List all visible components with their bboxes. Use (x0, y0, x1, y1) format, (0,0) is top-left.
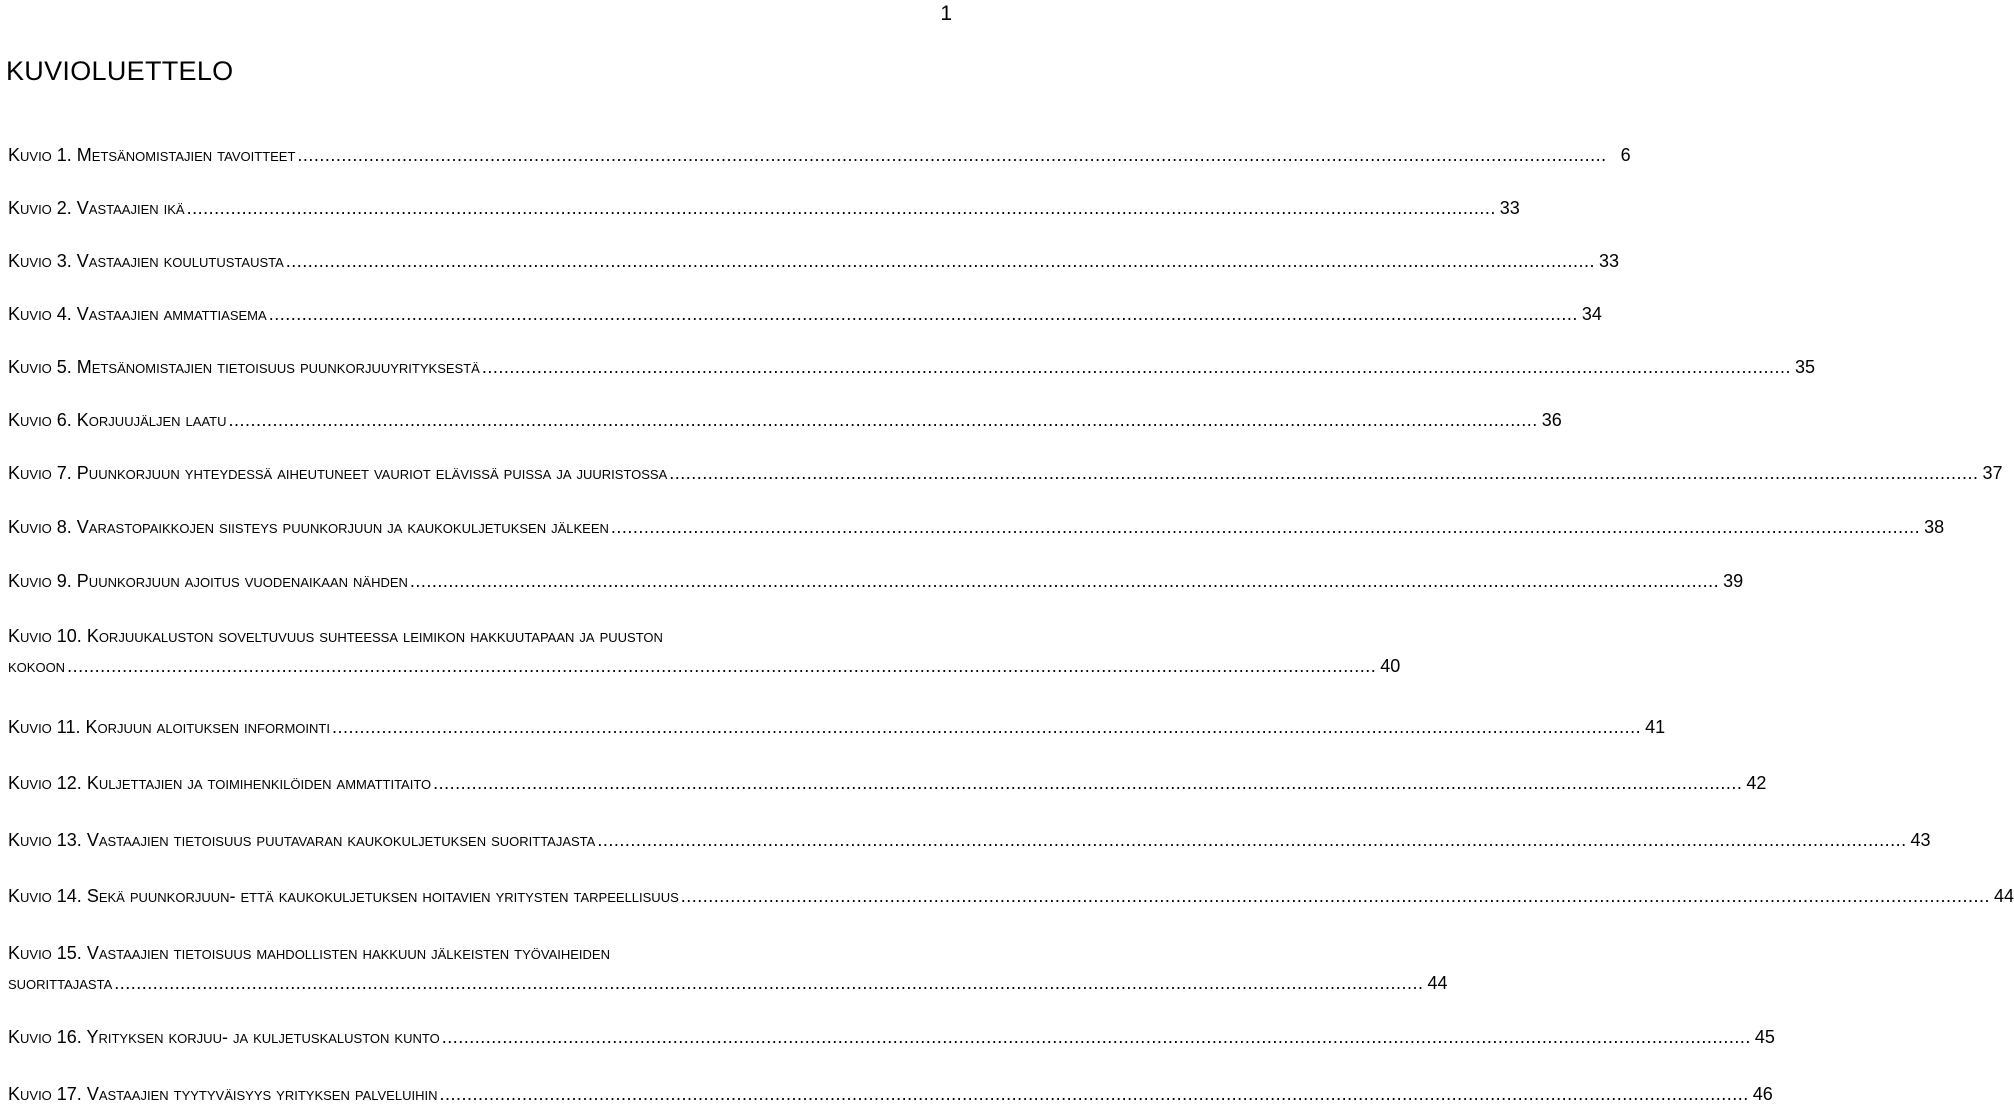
toc-entry-page: 42 (1746, 773, 1767, 793)
toc-entry[interactable] (8, 515, 1945, 539)
toc-entry[interactable] (8, 884, 2014, 908)
toc-entry[interactable] (8, 941, 1448, 995)
toc-entry-page: 6 (1620, 145, 1631, 165)
toc-entry[interactable] (8, 196, 1520, 220)
dot-leader (611, 515, 1920, 539)
page-number: 1 (940, 2, 952, 25)
toc-entry-label: Kuvio 17. Vastaajien tyytyväisyys yrityksen palveluihin (8, 1084, 438, 1104)
toc-entry-page: 33 (1499, 198, 1520, 218)
toc-entry[interactable] (8, 771, 1767, 795)
dot-leader (332, 715, 1641, 739)
dot-leader (410, 569, 1719, 593)
toc-entry-label: Kuvio 11. Korjuun aloituksen informointi (8, 717, 330, 737)
toc-entry-label: Kuvio 6. Korjuujäljen laatu (8, 410, 227, 430)
toc-entry-page: 35 (1795, 357, 1816, 377)
toc-entry[interactable] (8, 249, 1620, 273)
dot-leader (114, 971, 1423, 995)
toc-entry-label: Kuvio 14. Sekä puunkorjuun- että kaukokuljetuksen hoitavien yritysten tarpeellisuus (8, 886, 679, 906)
toc-entry-label-line1: Kuvio 15. Vastaajien tietoisuus mahdollisten hakkuun jälkeisten työvaiheiden (8, 943, 610, 963)
toc-entry-label: Kuvio 13. Vastaajien tietoisuus puutavaran kaukokuljetuksen suorittajasta (8, 830, 596, 850)
toc-entry-page: 39 (1723, 571, 1744, 591)
dot-leader (442, 1025, 1751, 1049)
page-title: KUVIOLUETTELO (6, 56, 234, 86)
dot-leader (681, 884, 1990, 908)
toc-entry[interactable] (8, 461, 2003, 485)
dot-leader (597, 828, 1906, 852)
toc-entry-page: 37 (1982, 463, 2003, 483)
toc-entry-label: suorittajasta (8, 973, 113, 993)
dot-leader (228, 408, 1537, 432)
toc-entry-label: kokoon (8, 656, 66, 676)
toc-entry-label: Kuvio 16. Yrityksen korjuu- ja kuljetuskaluston kunto (8, 1027, 440, 1047)
toc-entry-page: 41 (1645, 717, 1666, 737)
dot-leader (297, 143, 1606, 167)
toc-entry-page: 40 (1380, 656, 1401, 676)
toc-entry[interactable] (8, 408, 1562, 432)
toc-entry[interactable] (8, 624, 1401, 678)
toc-entry[interactable] (8, 1082, 1773, 1106)
toc-entry-label: Kuvio 3. Vastaajien koulutustausta (8, 251, 284, 271)
toc-entry-label-line1: Kuvio 10. Korjuukaluston soveltuvuus suhteessa leimikon hakkuutapaan ja puuston (8, 626, 663, 646)
toc-entry-label: Kuvio 7. Puunkorjuun yhteydessä aiheutuneet vauriot elävissä puissa ja juuristossa (8, 463, 668, 483)
dot-leader (187, 196, 1496, 220)
toc-entry[interactable] (8, 143, 1631, 167)
toc-entry-page: 45 (1754, 1027, 1775, 1047)
toc-entry-page: 44 (1427, 973, 1448, 993)
dot-leader (439, 1082, 1748, 1106)
toc-entry-label: Kuvio 4. Vastaajien ammattiasema (8, 304, 267, 324)
toc-entry[interactable] (8, 828, 1931, 852)
toc-entry[interactable] (8, 569, 1744, 593)
dot-leader (286, 249, 1595, 273)
toc-entry-label: Kuvio 8. Varastopaikkojen siisteys puunkorjuun ja kaukokuljetuksen jälkeen (8, 517, 609, 537)
dot-leader (269, 302, 1578, 326)
toc-entry-page: 43 (1910, 830, 1931, 850)
toc-entry-label: Kuvio 12. Kuljettajien ja toimihenkilöiden ammattitaito (8, 773, 432, 793)
dot-leader (433, 771, 1742, 795)
toc-entry-label: Kuvio 9. Puunkorjuun ajoitus vuodenaikaan nähden (8, 571, 408, 591)
toc-entry[interactable] (8, 302, 1602, 326)
toc-entry[interactable] (8, 1025, 1775, 1049)
toc-entry-page: 36 (1541, 410, 1562, 430)
toc-entry-page: 38 (1924, 517, 1945, 537)
toc-entry-page: 46 (1752, 1084, 1773, 1104)
dot-leader (669, 461, 1978, 485)
toc-entry-page: 34 (1581, 304, 1602, 324)
toc-entry[interactable] (8, 715, 1666, 739)
toc-entry-label: Kuvio 1. Metsänomistajien tavoitteet (8, 145, 296, 165)
toc-entry-page: 33 (1599, 251, 1620, 271)
toc-entry-label: Kuvio 2. Vastaajien ikä (8, 198, 185, 218)
dot-leader (482, 355, 1791, 379)
toc-entry-label: Kuvio 5. Metsänomistajien tietoisuus puunkorjuuyrityksestä (8, 357, 480, 377)
dot-leader (67, 654, 1376, 678)
toc-entry-page: 44 (1993, 886, 2014, 906)
toc-entry[interactable] (8, 355, 1816, 379)
